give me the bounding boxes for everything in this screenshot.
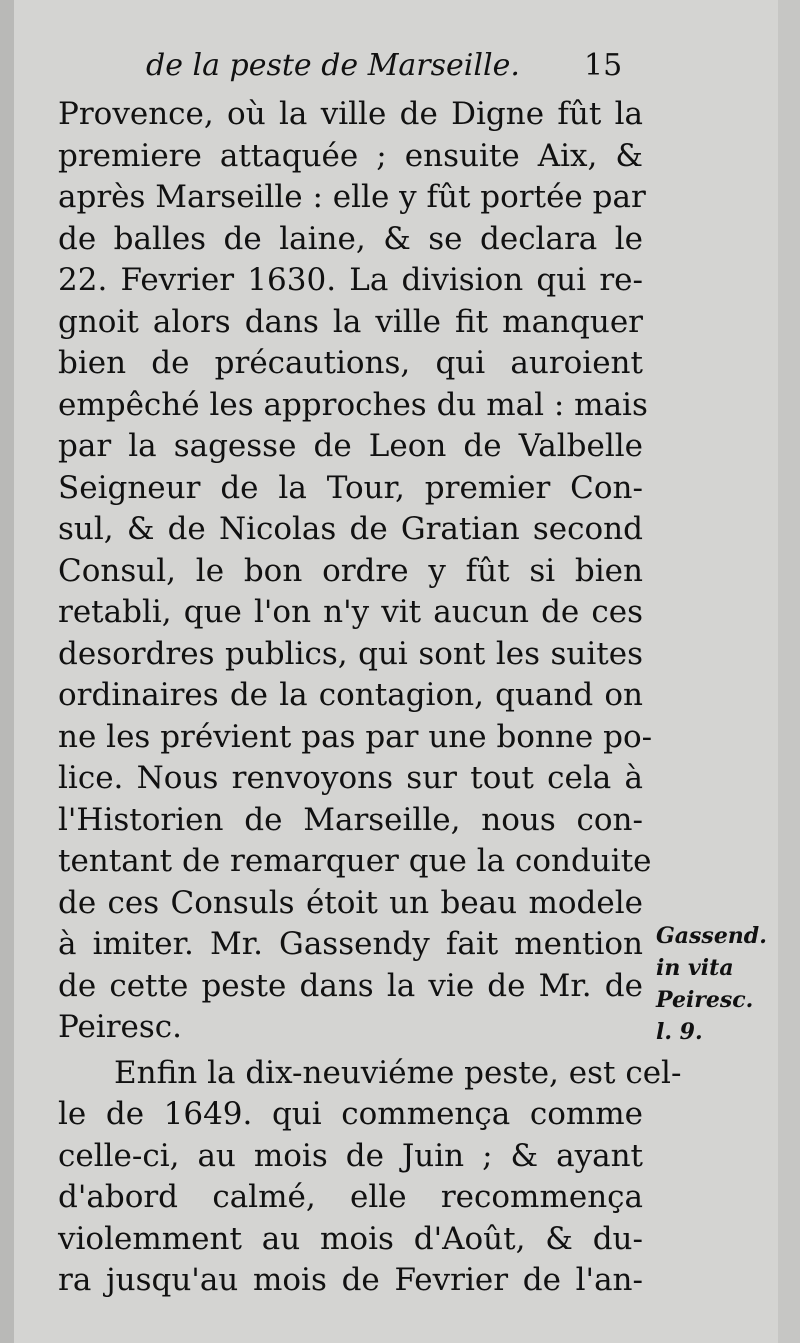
- margin-note-line: l. 9.: [656, 1019, 703, 1045]
- text-line: ne les prévient pas par une bonne po-: [58, 718, 653, 755]
- text-line: retabli, que l'on n'y vit aucun de ces: [58, 594, 643, 630]
- text-line: Seigneur de la Tour, premier Con-: [58, 469, 643, 506]
- page-edge-shadow: [0, 0, 14, 1343]
- running-title: de la peste de Marseille.: [146, 48, 520, 83]
- text-line: d'abord calmé, elle recommença: [58, 1179, 643, 1215]
- text-line: à imiter. Mr. Gassendy fait mention: [58, 926, 643, 962]
- text-line: de cette peste dans la vie de Mr. de: [58, 967, 643, 1004]
- text-line: Consul, le bon ordre y fût si bien: [58, 552, 643, 589]
- page-edge-right: [778, 0, 800, 1343]
- text-line: ra jusqu'au mois de Fevrier de l'an-: [58, 1262, 643, 1298]
- text-line: Enfin la dix-neuviéme peste, est cel-: [114, 1054, 682, 1091]
- text-line: bien de précautions, qui auroient: [58, 345, 643, 381]
- text-line: celle-ci, au mois de Juin ; & ayant: [58, 1137, 643, 1174]
- paragraph-1: [58, 94, 653, 1049]
- text-line: le de 1649. qui commença comme: [58, 1096, 643, 1132]
- text-line: de balles de laine, & se declara le: [58, 220, 643, 257]
- margin-note-line: Gassend.: [656, 923, 767, 949]
- text-line: premiere attaquée ; ensuite Aix, &: [58, 137, 643, 174]
- margin-note-line: Peiresc.: [656, 987, 754, 1013]
- text-line: 22. Fevrier 1630. La division qui re-: [58, 262, 643, 298]
- text-line: Provence, où la ville de Digne fût la: [58, 96, 643, 132]
- paragraph-2: [58, 1053, 682, 1302]
- text-line: par la sagesse de Leon de Valbelle: [58, 428, 643, 464]
- text-line: desordres publics, qui sont les suites: [58, 635, 643, 672]
- margin-note: [656, 920, 780, 1048]
- text-line: l'Historien de Marseille, nous con-: [58, 801, 643, 838]
- text-line: sul, & de Nicolas de Gratian second: [58, 511, 643, 547]
- text-line: après Marseille : elle y fût portée par: [58, 179, 646, 215]
- text-line: tentant de remarquer que la conduite: [58, 843, 652, 879]
- margin-note-line: in vita: [656, 955, 734, 981]
- text-line: violemment au mois d'Août, & du-: [58, 1220, 643, 1257]
- text-line: gnoit alors dans la ville fit manquer: [58, 303, 643, 340]
- page-number: 15: [584, 48, 623, 83]
- text-line: Peiresc.: [58, 1009, 183, 1045]
- text-line: empêché les approches du mal : mais: [58, 386, 648, 423]
- text-line: lice. Nous renvoyons sur tout cela à: [58, 760, 643, 796]
- text-line: de ces Consuls étoit un beau modele: [58, 884, 643, 921]
- running-head: [0, 48, 800, 88]
- text-line: ordinaires de la contagion, quand on: [58, 677, 643, 713]
